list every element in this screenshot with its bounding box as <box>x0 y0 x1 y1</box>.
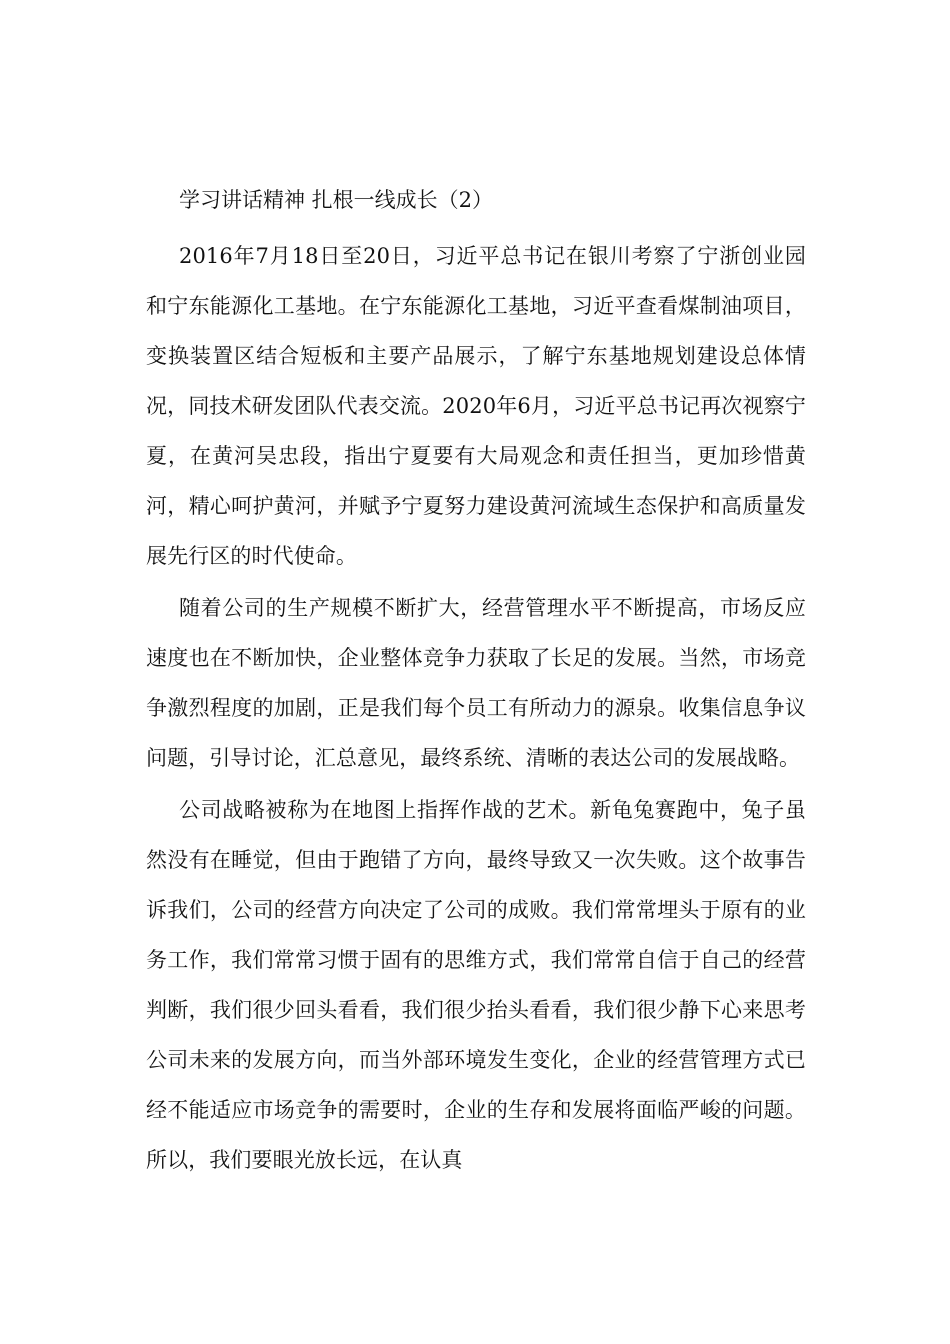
document-title: 学习讲话精神 扎根一线成长（2） <box>179 188 494 212</box>
paragraph-3: 公司战略被称为在地图上指挥作战的艺术。新龟兔赛跑中，兔子虽然没有在睡觉，但由于跑错了方向，最终导致又一次失败。这个故事告诉我们，公司的经营方向决定了公司的成败。我们常常埋头于原有的业务工作，我们常常习惯于固有的思维方式，我们常常自信于自己的经营判断，我们很少回头看看，我们很少抬头看看，我们很少静下心来思考公司未来的发展方向，而当外部环境发生变化，企业的经营管理方式已经不能适应市场竞争的需要时，企业的生存和发展将面临严峻的问题。所以，我们要眼光放长远，在认真 <box>146 798 806 1172</box>
document-body <box>146 182 806 1185</box>
paragraph-1: 2016年7月18日至20日，习近平总书记在银川考察了宁浙创业园和宁东能源化工基地。在宁东能源化工基地，习近平查看煤制油项目，变换装置区结合短板和主要产品展示，了解宁东基地规划建设总体情况，同技术研发团队代表交流。2020年6月，习近平总书记再次视察宁夏，在黄河吴忠段，指出宁夏要有大局观念和责任担当，更加珍惜黄河，精心呵护黄河，并赋予宁夏努力建设黄河流域生态保护和高质量发展先行区的时代使命。 <box>146 244 806 568</box>
paragraph-2: 随着公司的生产规模不断扩大，经营管理水平不断提高，市场反应速度也在不断加快，企业整体竞争力获取了长足的发展。当然，市场竞争激烈程度的加剧，正是我们每个员工有所动力的源泉。收集信息争议问题，引导讨论，汇总意见，最终系统、清晰的表达公司的发展战略。 <box>146 596 806 770</box>
